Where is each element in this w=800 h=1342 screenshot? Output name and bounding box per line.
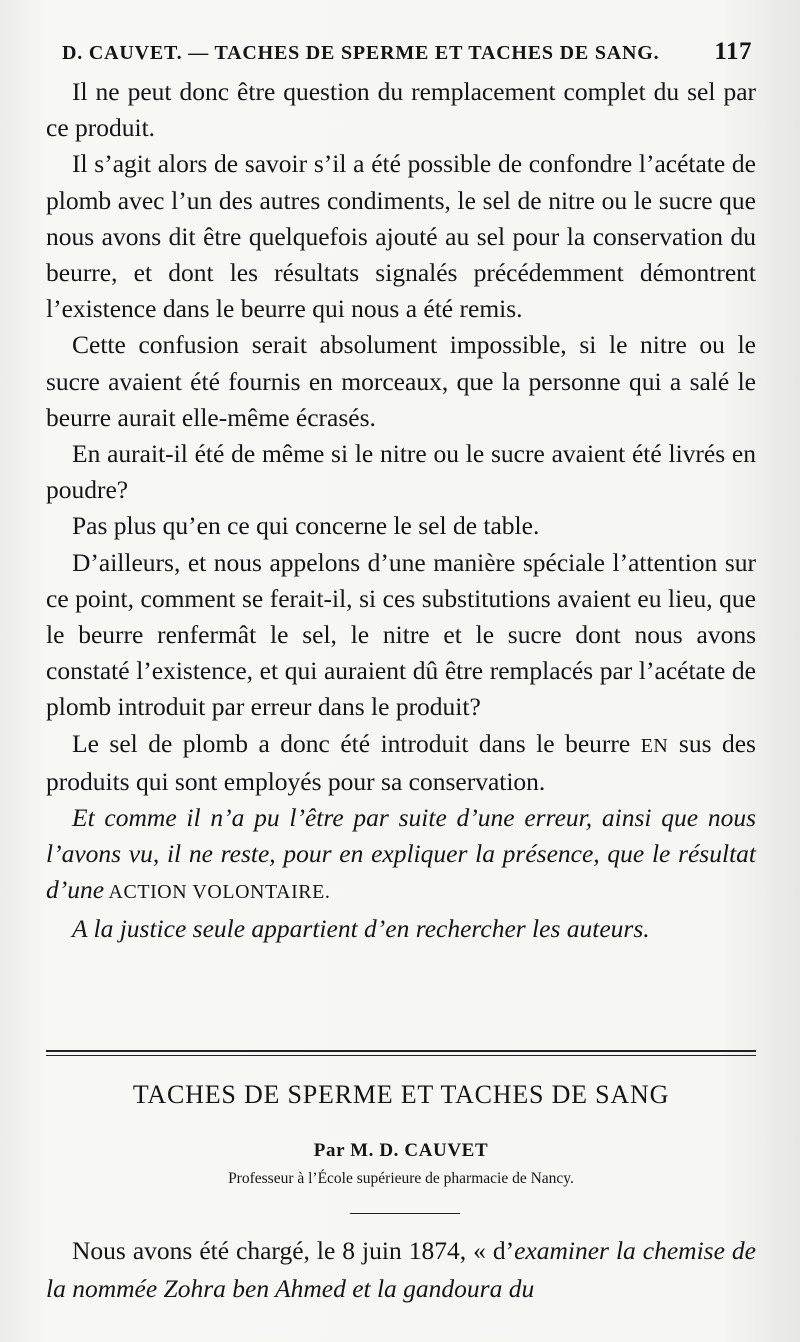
paragraph-italic: [46, 911, 756, 947]
paragraph: Il ne peut donc être question du remplacement complet du sel par ce produit.: [46, 77, 756, 143]
paragraph: [46, 1232, 756, 1308]
paragraph-text: sus des produits qui sont employés pour sa conservation.: [46, 728, 756, 796]
article-intro: [46, 1232, 756, 1308]
paragraph-text: Le sel de plomb a donc été introduit dans le beurre: [72, 728, 641, 758]
double-rule-top: [46, 1050, 756, 1052]
paragraph-conclusion: [46, 726, 756, 800]
page-number: 117: [714, 38, 752, 65]
italic-text: Et comme il n’a pu l’être par suite d’une erreur, ainsi que nous l’avons vu, il ne reste, pour en expliquer la présence, que le résultat d’une: [46, 803, 756, 905]
running-title: D. CAUVET. — TACHES DE SPERME ET TACHES DE SANG.: [62, 42, 660, 64]
double-rule-bottom: [46, 1055, 756, 1056]
small-caps-text: EN: [640, 734, 669, 757]
small-caps-text: ACTION VOLONTAIRE.: [104, 881, 331, 904]
author-affiliation: Professeur à l’École supérieure de pharmacie de Nancy.: [228, 1170, 574, 1187]
paragraph-italic: [46, 800, 756, 911]
paragraph: Cette confusion serait absolument impossible, si le nitre ou le sucre avaient été fournis en morceaux, que la personne qui a salé le beurre aurait elle-même écrasés.: [46, 330, 756, 432]
paragraph: Pas plus qu’en ce qui concerne le sel de table.: [72, 511, 540, 541]
italic-text: A la justice seule appartient d’en rechercher les auteurs.: [72, 913, 650, 943]
paragraph: En aurait-il été de même si le nitre ou le sucre avaient été livrés en poudre?: [46, 439, 756, 505]
running-header: [62, 38, 762, 72]
article-title: TACHES DE SPERME ET TACHES DE SANG: [132, 1080, 670, 1109]
paragraph-text: Nous avons été chargé, le 8 juin 1874, « d’: [72, 1236, 515, 1265]
italic-text: examiner la chemise de la nommée Zohra ben Ahmed et la gandoura du: [46, 1236, 756, 1303]
paragraph: Il s’agit alors de savoir s’il a été possible de confondre l’acétate de plomb avec l’un des autres condiments, le sel de nitre ou le sucre que nous avons dit être quelquefois ajouté au sel pour la conservation du beurre, et dont les résultats signalés précédemment démontrent l’existence dans le beurre qui nous a été remis.: [46, 149, 756, 324]
short-divider: [350, 1213, 460, 1214]
article-author: Par M. D. CAUVET: [313, 1140, 489, 1161]
paragraph: D’ailleurs, et nous appelons d’une manière spéciale l’attention sur ce point, comment se ferait-il, si ces substitutions avaient eu lieu, que le beurre renfermât le sel, le nitre et le sucre dont nous avons constaté l’existence, et qui auraient dû être remplacés par l’acétate de plomb introduit par erreur dans le produit?: [46, 547, 756, 722]
body-text: [46, 74, 756, 947]
